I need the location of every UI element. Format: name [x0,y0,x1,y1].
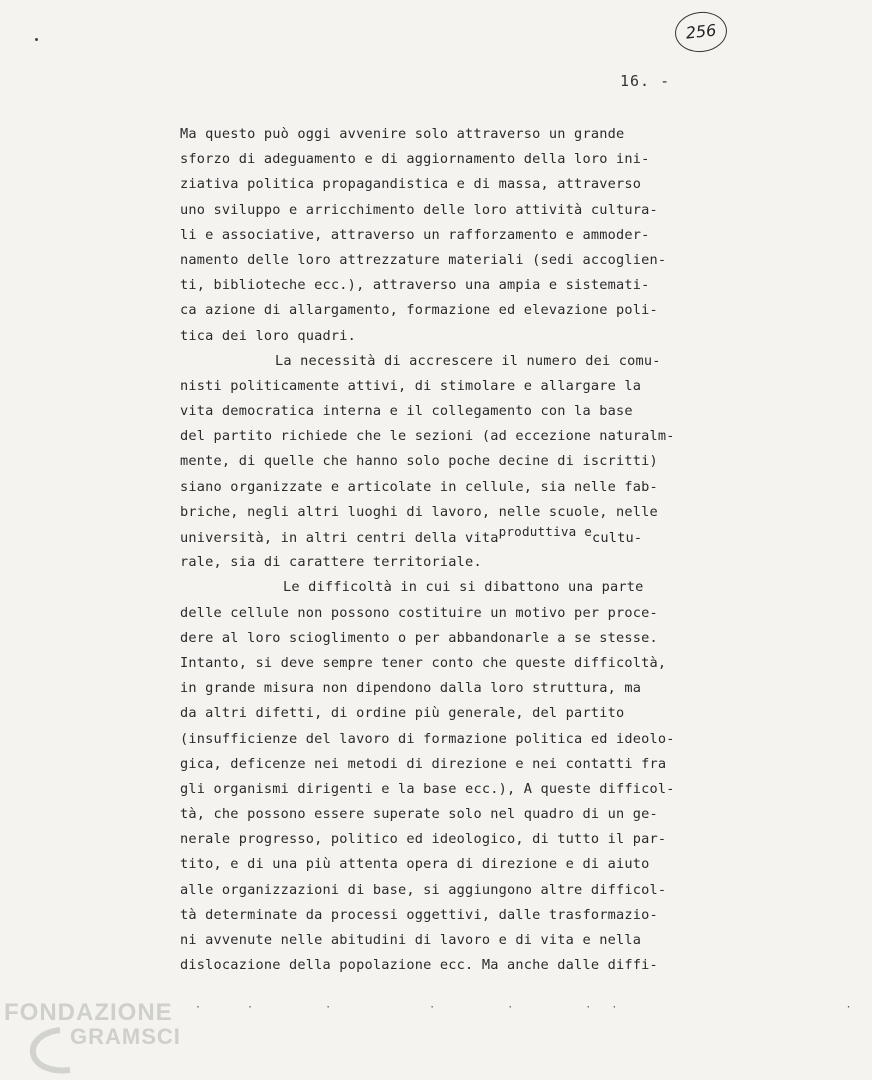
watermark-logo-arc [33,1030,70,1070]
text-line: tà, che possono essere superate solo nel quadro di un ge- [180,806,658,823]
paragraph-first-line: Le difficoltà in cui si dibattono una parte [283,579,644,596]
watermark-line-1: FONDAZIONE [4,999,173,1026]
text-line: (insufficienze del lavoro di formazione politica ed ideolo- [180,730,675,747]
text-line: ni avvenute nelle abitudini di lavoro e di vita e nella [180,932,642,948]
text-line: nerale progresso, politico ed ideologico, di tutto il par- [180,831,667,848]
line-text: cultu- [592,530,643,546]
text-line: del partito richiede che le sezioni (ad eccezione naturalm- [180,428,675,445]
text-line: delle cellule non possono costituire un motivo per proce- [180,604,658,621]
ink-speck [35,38,38,41]
text-line: gica, deficenze nei metodi di direzione e nei contatti fra [180,755,667,772]
watermark-line-2: GRAMSCI [70,1024,181,1049]
text-line: briche, negli altri luoghi di lavoro, nelle scuole, nelle [180,503,658,520]
text-line: tà determinate da processi oggettivi, dalle trasformazio- [180,906,658,923]
text-line: siano organizzate e articolate in cellule, sia nelle fab- [180,478,658,495]
text-line: da altri difetti, di ordine più generale, del partito [180,705,625,722]
text-line: gli organismi dirigenti e la base ecc.), A queste difficol- [180,780,675,797]
archive-page-number: 256 [673,9,729,54]
text-line: ca azione di allargamento, formazione ed elevazione poli- [180,302,658,319]
text-line: Intanto, si deve sempre tener conto che queste difficoltà, [180,654,667,671]
text-line: in grande misura non dipendono dalla loro struttura, ma [180,680,642,697]
text-line: Ma questo può oggi avvenire solo attraverso un grande [180,126,625,142]
ink-specks: · · · · · ·· · [195,1002,872,1013]
text-line: dislocazione della popolazione ecc. Ma anche dalle diffi- [180,957,658,974]
paragraph-first-line: La necessità di accrescere il numero dei comu- [275,352,661,369]
line-text: università, in altri centri della vita [180,530,499,546]
text-line: nisti politicamente attivi, di stimolare e allargare la [180,377,642,394]
text-line: ti, biblioteche ecc.), attraverso una ampia e sistemati- [180,277,650,294]
text-line: sforzo di adeguamento e di aggiornamento della loro ini- [180,151,650,168]
text-line: namento delle loro attrezzature materiali (sedi accoglien- [180,251,667,268]
text-line: dere al loro scioglimento o per abbandonarle a se stesse. [180,629,658,646]
page-number: 16. - [620,72,671,90]
text-line: ziativa politica propagandistica e di massa, attraverso [180,176,642,193]
text-line: uno sviluppo e arricchimento delle loro attività cultura- [180,201,658,218]
text-line: alle organizzazioni di base, si aggiungono altre difficol- [180,881,667,898]
typed-insertion: produttiva e [498,524,592,539]
fondazione-gramsci-watermark [0,990,200,1075]
text-line: li e associative, attraverso un rafforzamento e ammoder- [180,226,650,243]
text-line: rale, sia di carattere territoriale. [180,554,482,571]
typed-body-text [180,122,720,978]
text-line-with-insertion [180,525,720,550]
text-line: tito, e di una più attenta opera di direzione e di aiuto [180,856,650,873]
text-line: tica dei loro quadri. [180,327,357,344]
text-line: mente, di quelle che hanno solo poche decine di iscritti) [180,453,658,470]
text-line: vita democratica interna e il collegamento con la base [180,403,633,420]
